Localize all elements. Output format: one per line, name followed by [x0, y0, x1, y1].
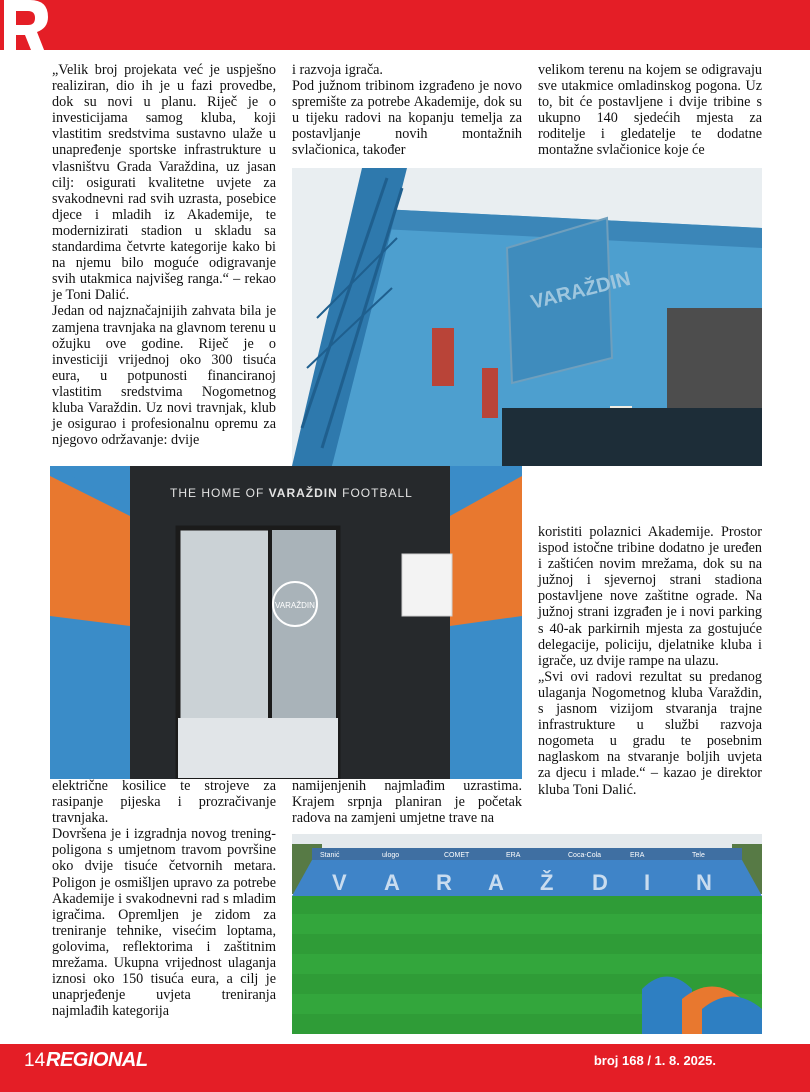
- seat-letter: I: [644, 870, 651, 895]
- paragraph: namijenjenih najmlađim uzrastima. Krajem srpnja planiran je početak radova na zamjeni umjetne trave na: [292, 778, 522, 827]
- svg-text:THE HOME OF VARAŽDIN FOOTBALL: [170, 485, 413, 500]
- ad-board-text: Stanić: [320, 852, 340, 859]
- entrance-sign-prefix: THE HOME OF: [170, 486, 269, 500]
- article-column-2-bottom: [292, 778, 522, 826]
- article-column-1-bottom: [52, 778, 276, 1019]
- seat-letter: A: [384, 870, 400, 895]
- article-column-2-top: [292, 62, 522, 159]
- seat-letter: A: [488, 870, 504, 895]
- paragraph: koristiti polaznici Akademije. Prostor ispod istočne tribine dodatno je uređen i zaštićen novim mrežama, dok su na južnoj i sjevernoj strani stadiona postavljene nove zaštitne ograde. Na južnoj strani izgrađen je i novi parking s 40-ak parkirnih mjesta za gostujuće delegacije, policiju, djelatnike kluba i igrače, uz dvije rampe na ulazu.: [538, 524, 762, 669]
- seat-letter: V: [332, 870, 347, 895]
- paragraph: električne kosilice te strojeve za rasipanje pijeska i prozračivanje travnjaka.: [52, 778, 276, 827]
- door-crest-text: VARAŽDIN: [275, 601, 315, 610]
- paragraph: velikom terenu na kojem se odigravaju sve utakmice omladinskog pogona. Uz to, bit će postavljene i dvije tribine s ukupno 140 sjedećih mjesta za roditelje i gledatelje te dodatne montažne svlačionice koje će: [538, 62, 762, 159]
- stadium-field-photo: [292, 834, 762, 1034]
- issue-info: broj 168 / 1. 8. 2025.: [593, 1053, 716, 1068]
- article-column-3-top: [538, 62, 762, 159]
- ad-board-text: ERA: [630, 852, 645, 859]
- entrance-sign-bold: VARAŽDIN: [268, 486, 338, 500]
- paragraph: Pod južnom tribinom izgrađeno je novo spremište za potrebe Akademije, dok su u tijeku radovi na kopanju temelja za postavljanje novih montažnih svlačionica, također: [292, 78, 522, 159]
- ad-board-text: COMET: [444, 852, 470, 859]
- regional-r-logo-icon: [0, 0, 52, 60]
- akademija-entrance-photo: [50, 466, 522, 779]
- seat-letter: Ž: [540, 870, 554, 895]
- seat-letter: D: [592, 870, 608, 895]
- entrance-sign-suffix: FOOTBALL: [337, 486, 413, 500]
- article-column-1-top: [52, 62, 276, 448]
- ad-board-text: ulogo: [382, 852, 400, 859]
- magazine-brand: REGIONAL: [46, 1049, 148, 1071]
- seat-letter: R: [436, 870, 452, 895]
- stadium-facade-photo: [292, 168, 762, 466]
- paragraph: Dovršena je i izgradnja novog trening-poligona s umjetnom travom površine oko dvije tisuće četvornih metara. Poligon je osmišljen upravo za potrebe Akademije i svakodnevni rad s mladim igračima. Opremljen je zidom za treniranje tehnike, visećim loptama, golovima, reflektorima i zaštitnim mrežama. Ukupna vrijednost ulaganja iznosi oko 150 tisuća eura, a cilj je unaprjeđenje uvjeta treniranja najmlađih kategorija: [52, 826, 276, 1020]
- seat-letter: N: [696, 870, 712, 895]
- paragraph: Jedan od najznačajnijih zahvata bila je zamjena travnjaka na glavnom terenu u ožujku ove godine. Riječ je o investiciji vrijednoj oko 300 tisuća eura, u potpunosti financiranoj vlastitim sredstvima Nogometnog kluba Varaždin. Uz novi travnjak, klub je osigurao i profesionalnu opremu za njegovo održavanje: dvije: [52, 303, 276, 449]
- ad-board-text: Coca-Cola: [568, 852, 602, 859]
- facade-banner-text: VARAŽDIN: [528, 267, 633, 314]
- paragraph: „Velik broj projekata već je uspješno realiziran, dio ih je u fazi provedbe, dok su novi u planu. Riječ je o investicijama samog kluba, koji vlastitim sredstvima sustavno ulaže u unapređenje sportske infrastrukture u vlasništvu Grada Varaždina, uz jasan cilj: osigurati kvalitetne uvjete za svakodnevni rad svih uzrasta, posebice djece i mladih iz Akademije, te modernizirati stadion u skladu sa standardima četvrte kategorije kako bi na njemu bilo moguće odigravanje svih utakmica najvišeg ranga.“ – rekao je Toni Dalić.: [52, 62, 276, 304]
- header-bar: [0, 0, 810, 50]
- page-number: 14: [24, 1050, 46, 1071]
- ad-board-text: ERA: [506, 852, 521, 859]
- article-column-3-middle: [538, 524, 762, 798]
- paragraph: „Svi ovi radovi rezultat su predanog ulaganja Nogometnog kluba Varaždin, s jasnom vizijom stvaranja trajne infrastrukture u službi razvoja nogometa u gradu te posebnim naglaskom na stvaranje boljih uvjeta za djecu i mlade.“ – kazao je direktor kluba Toni Dalić.: [538, 668, 762, 798]
- paragraph: i razvoja igrača.: [292, 62, 383, 78]
- ad-board-text: Tele: [692, 852, 705, 859]
